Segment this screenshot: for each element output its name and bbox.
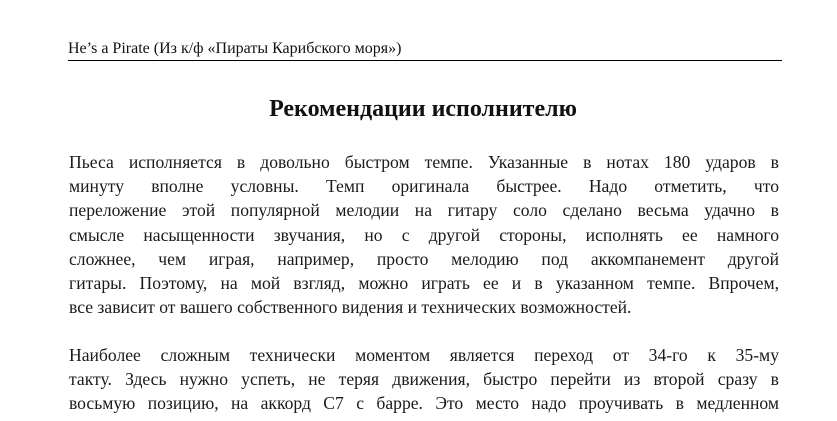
- text-line: все зависит от вашего собственного видения и технических возможностей.: [69, 297, 632, 318]
- text-line: такту. Здесь нужно успеть, не теряя движения, быстро перейти из второй сразу в: [69, 369, 779, 390]
- running-header: He’s a Pirate (Из к/ф «Пираты Карибского моря»): [68, 40, 402, 57]
- text-line: сложнее, чем играя, например, просто мелодию под аккомпанемент другой: [69, 248, 779, 269]
- section-heading: Рекомендации исполнителю: [269, 96, 577, 122]
- text-line: переложение этой популярной мелодии на гитару соло сделано весьма удачно в: [69, 200, 779, 221]
- header-divider: [68, 60, 782, 61]
- paragraph-performance-tempo: [69, 150, 779, 319]
- text-line: гитары. Поэтому, на мой взгляд, можно играть ее и в указанном темпе. Впрочем,: [69, 273, 779, 294]
- paragraph-difficult-passage: [69, 343, 779, 416]
- text-line: Пьеса исполняется в довольно быстром темпе. Указанные в нотах 180 ударов в: [69, 152, 779, 172]
- text-line: восьмую позицию, на аккорд С7 с барре. Это место надо проучивать в медленном: [69, 393, 779, 414]
- text-line: смысле насыщенности звучания, но с другой стороны, исполнять ее намного: [69, 224, 779, 245]
- text-line: минуту вполне условны. Темп оригинала быстрее. Надо отметить, что: [69, 176, 779, 197]
- text-line: Наиболее сложным технически моментом является переход от 34-го к 35-му: [69, 345, 779, 365]
